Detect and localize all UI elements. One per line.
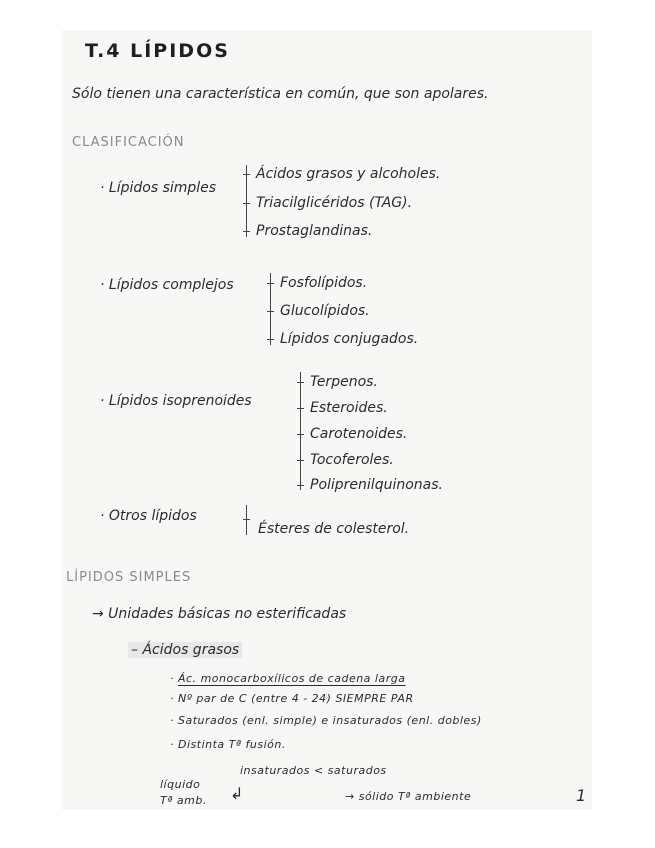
brace-tick [297,382,304,383]
bullet-item: · Ác. monocarboxílicos de cadena larga [170,672,406,685]
section-heading-clasificacion: CLASIFICACIÓN [72,135,185,150]
group-label-isoprenoides-text: Lípidos isoprenoides [108,393,252,409]
brace-tick [243,174,250,175]
arrow-line: → Unidades básicas no esterificadas [92,606,347,622]
list-item: Glucolípidos. [280,303,370,319]
brace-tick [267,283,274,284]
left-note-temp: Tª amb. [160,794,207,807]
group-label-complejos-text: Lípidos complejos [108,277,234,293]
brace-otros [246,505,247,535]
group-label-simples: · Lípidos simples [100,180,217,196]
group-label-simples-text: Lípidos simples [108,180,217,196]
brace-tick [297,434,304,435]
list-item: Poliprenilquinonas. [310,477,443,493]
return-arrow-icon: ↲ [230,784,244,803]
list-item: Tocoferoles. [310,452,394,468]
sub-heading-text: – Ácidos grasos [128,642,242,658]
page-number: 1 [576,786,587,805]
bullet-text: Nº par de C (entre 4 - 24) SIEMPRE PAR [178,692,414,705]
bullet-text: Ác. monocarboxílicos de cadena larga [178,672,406,685]
bullet-item: · Distinta Tª fusión. [170,738,286,751]
brace-tick [297,485,304,486]
brace-tick [267,311,274,312]
list-item: Triacilglicéridos (TAG). [256,195,413,211]
list-item: Carotenoides. [310,426,408,442]
group-label-otros: · Otros lípidos [100,508,197,524]
bullet-item: · Nº par de C (entre 4 - 24) SIEMPRE PAR [170,692,414,705]
list-item: Lípidos conjugados. [280,331,419,347]
group-label-isoprenoides: · Lípidos isoprenoides [100,393,252,409]
right-note-solido: → sólido Tª ambiente [345,790,472,803]
list-item: Terpenos. [310,374,378,390]
bullet-text: Saturados (enl. simple) e insaturados (enl. dobles) [178,714,482,727]
brace-tick [267,339,274,340]
list-item: Fosfolípidos. [280,275,368,291]
intro-text: Sólo tienen una característica en común, que son apolares. [72,86,489,102]
brace-tick [297,460,304,461]
brace-tick [243,519,250,520]
group-label-complejos: · Lípidos complejos [100,277,234,293]
sub-heading-acidos-grasos [128,642,242,658]
brace-tick [243,231,250,232]
brace-tick [243,203,250,204]
bullet-text: Distinta Tª fusión. [178,738,286,751]
comparison-note: insaturados < saturados [240,764,387,777]
left-note-liquido: líquido [160,778,201,791]
list-item: Ácidos grasos y alcoholes. [256,166,441,182]
group-label-otros-text: Otros lípidos [108,508,197,524]
list-item: Ésteres de colesterol. [258,521,410,537]
brace-tick [297,408,304,409]
page-title: T.4 LÍPIDOS [85,40,230,62]
list-item: Esteroides. [310,400,388,416]
section-heading-lipidos-simples: LÍPIDOS SIMPLES [66,570,192,585]
brace-simples [246,165,247,237]
bullet-item: · Saturados (enl. simple) e insaturados (enl. dobles) [170,714,482,727]
list-item: Prostaglandinas. [256,223,373,239]
brace-isoprenoides [300,372,301,490]
